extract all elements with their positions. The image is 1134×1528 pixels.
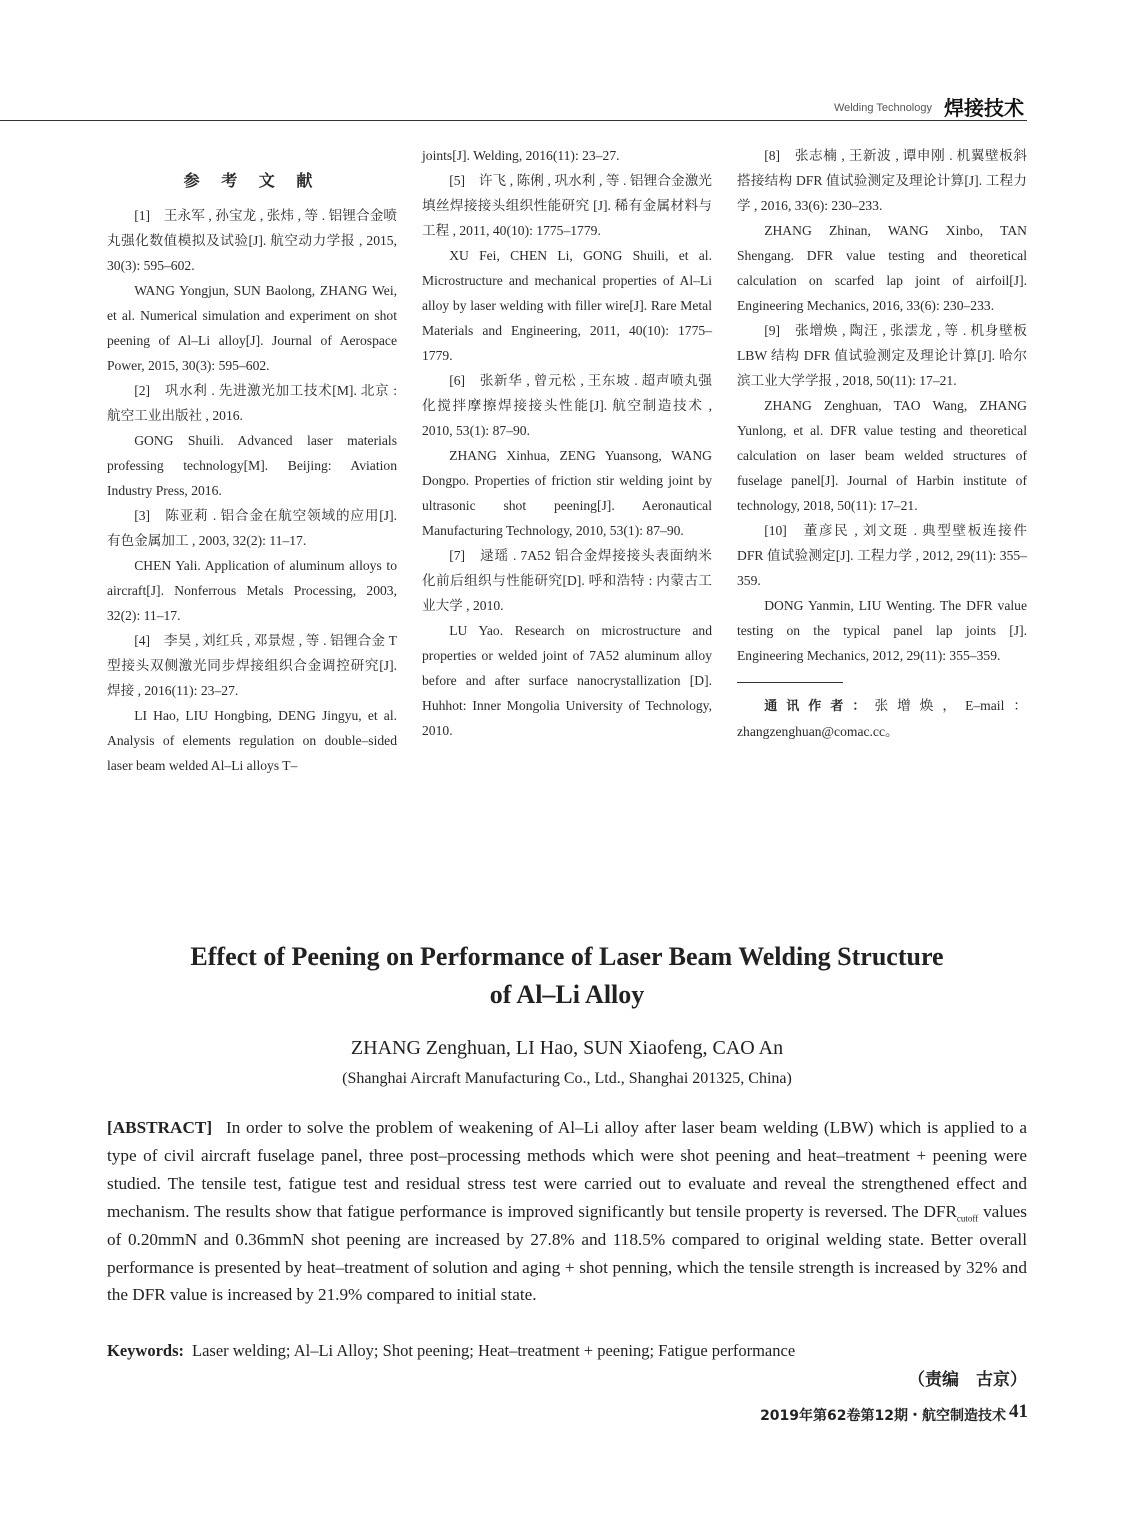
article-title	[107, 938, 1027, 1014]
reference-entry: [8] 张志楠 , 王新波 , 谭申刚 . 机翼壁板斜搭接结构 DFR 值试验测定及理论计算[J]. 工程力学 , 2016, 33(6): 230–233.	[737, 148, 1027, 213]
abstract-text-2: values of 0.20mmN and 0.36mmN shot peening are increased by 27.8% and 118.5% compared to original welding state. Better overall performance is presented by heat–treatment of solution and aging + shot penning, which the tensile strength is increased by 32% and the DFR value is increased by 21.9% compared to initial state.	[107, 1201, 1027, 1305]
reference-entry: ZHANG Zhinan, WANG Xinbo, TAN Shengang. DFR value testing and theoretical calculation on scarfed lap joint of airfoil[J]. Engineering Mechanics, 2016, 33(6): 230–233.	[737, 223, 1027, 313]
title-line-1: Effect of Peening on Performance of Laser Beam Welding Structure	[190, 942, 944, 971]
reference-entry: CHEN Yali. Application of aluminum alloys to aircraft[J]. Nonferrous Metals Processing, 2003, 32(2): 11–17.	[107, 558, 397, 623]
reference-entry: [10] 董彦民 , 刘文珽 . 典型壁板连接件 DFR 值试验测定[J]. 工程力学 , 2012, 29(11): 355–359.	[737, 523, 1027, 588]
journal-name-en: Welding Technology	[833, 102, 932, 114]
title-line-2: of Al–Li Alloy	[489, 980, 645, 1009]
reference-entry: LU Yao. Research on microstructure and properties or welded joint of 7A52 aluminum alloy before and after surface nanocrystallization [D]. Huhhot: Inner Mongolia University of Technology, 2010.	[422, 623, 712, 738]
journal-name-cn: 焊接技术	[944, 96, 1024, 120]
reference-entry: WANG Yongjun, SUN Baolong, ZHANG Wei, et al. Numerical simulation and experiment on shot peening of Al–Li alloy[J]. Journal of Aerospace Power, 2015, 30(3): 595–602.	[107, 283, 397, 373]
abstract	[107, 1114, 1027, 1309]
reference-entry: [7] 逯瑶 . 7A52 铝合金焊接接头表面纳米化前后组织与性能研究[D]. 呼和浩特 : 内蒙古工业大学 , 2010.	[422, 548, 712, 613]
reference-entry: [5] 许飞 , 陈俐 , 巩水利 , 等 . 铝锂合金激光填丝焊接接头组织性能研究 [J]. 稀有金属材料与工程 , 2011, 40(10): 1775–1779.	[422, 173, 712, 238]
correspondence-text: 张增焕，E–mail：zhangzenghuan@comac.cc。	[737, 698, 1027, 739]
authors: ZHANG Zenghuan, LI Hao, SUN Xiaofeng, CAO An	[350, 1037, 784, 1059]
references-column-2	[422, 143, 712, 743]
abstract-subscript: cutoff	[956, 1213, 979, 1224]
references-column-3	[737, 143, 1027, 744]
editor-note: （责编 古京）	[908, 1370, 1027, 1390]
reference-entry: [9] 张增焕 , 陶汪 , 张澐龙 , 等 . 机身壁板 LBW 结构 DFR 值试验测定及理论计算[J]. 哈尔滨工业大学学报 , 2018, 50(11): 17–21.	[737, 323, 1027, 388]
correspondence-note	[737, 693, 1027, 744]
keywords-label: Keywords:	[107, 1341, 184, 1360]
reference-entry: ZHANG Xinhua, ZENG Yuansong, WANG Dongpo. Properties of friction stir welding joint by ultrasonic shot peening[J]. Aeronautical Manufacturing Technology, 2010, 53(1): 87–90.	[422, 448, 712, 538]
keywords	[107, 1338, 1027, 1364]
running-header	[0, 88, 1027, 121]
reference-entry: [6] 张新华 , 曾元松 , 王东坡 . 超声喷丸强化搅拌摩擦焊接接头性能[J]. 航空制造技术 , 2010, 53(1): 87–90.	[422, 373, 712, 438]
reference-entry: [3] 陈亚莉 . 铝合金在航空领域的应用[J]. 有色金属加工 , 2003, 32(2): 11–17.	[107, 508, 397, 548]
reference-list	[422, 143, 712, 743]
reference-entry: ZHANG Zenghuan, TAO Wang, ZHANG Yunlong, et al. DFR value testing and theoretical calculation on laser beam welded structures of fuselage panel[J]. Journal of Harbin institute of technology, 2018, 50(11): 17–21.	[737, 398, 1027, 513]
reference-entry: [4] 李昊 , 刘红兵 , 邓景煜 , 等 . 铝锂合金 T 型接头双侧激光同步焊接组织合金调控研究[J]. 焊接 , 2016(11): 23–27.	[107, 633, 397, 698]
reference-entry: joints[J]. Welding, 2016(11): 23–27.	[422, 148, 620, 163]
reference-entry: [1] 王永军 , 孙宝龙 , 张炜 , 等 . 铝锂合金喷丸强化数值模拟及试验[J]. 航空动力学报 , 2015, 30(3): 595–602.	[107, 208, 397, 273]
affiliation: (Shanghai Aircraft Manufacturing Co., Ltd., Shanghai 201325, China)	[342, 1070, 792, 1087]
references-heading: 参 考 文 献	[183, 171, 321, 190]
abstract-text-1: In order to solve the problem of weakening of Al–Li alloy after laser beam welding (LBW) which is applied to a type of civil aircraft fuselage panel, three post–processing methods which were shot peening and heat–treatment + peening were studied. The tensile test, fatigue test and residual stress test were carried out to evaluate and reveal the strengthened effect and mechanism. The results show that fatigue performance is improved significantly but tensile property is reversed. The DFR	[107, 1118, 1027, 1221]
page-number: 41	[1009, 1401, 1028, 1422]
reference-entry: LI Hao, LIU Hongbing, DENG Jingyu, et al. Analysis of elements regulation on double–sided laser beam welded Al–Li alloys T–	[107, 708, 397, 773]
references-column-1	[107, 143, 397, 778]
reference-entry: [2] 巩水利 . 先进激光加工技术[M]. 北京 : 航空工业出版社 , 2016.	[107, 383, 397, 423]
reference-entry: GONG Shuili. Advanced laser materials professing technology[M]. Beijing: Aviation Industry Press, 2016.	[107, 433, 397, 498]
issue-info: 2019年第62卷第12期・航空制造技术	[760, 1408, 1006, 1424]
correspondence-label: 通讯作者：	[764, 699, 875, 714]
reference-entry: XU Fei, CHEN Li, GONG Shuili, et al. Microstructure and mechanical properties of Al–Li alloy by laser welding with filler wire[J]. Rare Metal Materials and Engineering, 2011, 40(10): 1775–1779.	[422, 248, 712, 363]
footnote-divider	[737, 682, 843, 683]
keywords-text: Laser welding; Al–Li Alloy; Shot peening; Heat–treatment + peening; Fatigue performance	[192, 1341, 796, 1360]
abstract-label: [ABSTRACT]	[107, 1118, 213, 1137]
reference-list	[737, 143, 1027, 668]
reference-entry: DONG Yanmin, LIU Wenting. The DFR value testing on the typical panel lap joints [J]. Engineering Mechanics, 2012, 29(11): 355–359.	[737, 598, 1027, 663]
reference-list	[107, 203, 397, 778]
